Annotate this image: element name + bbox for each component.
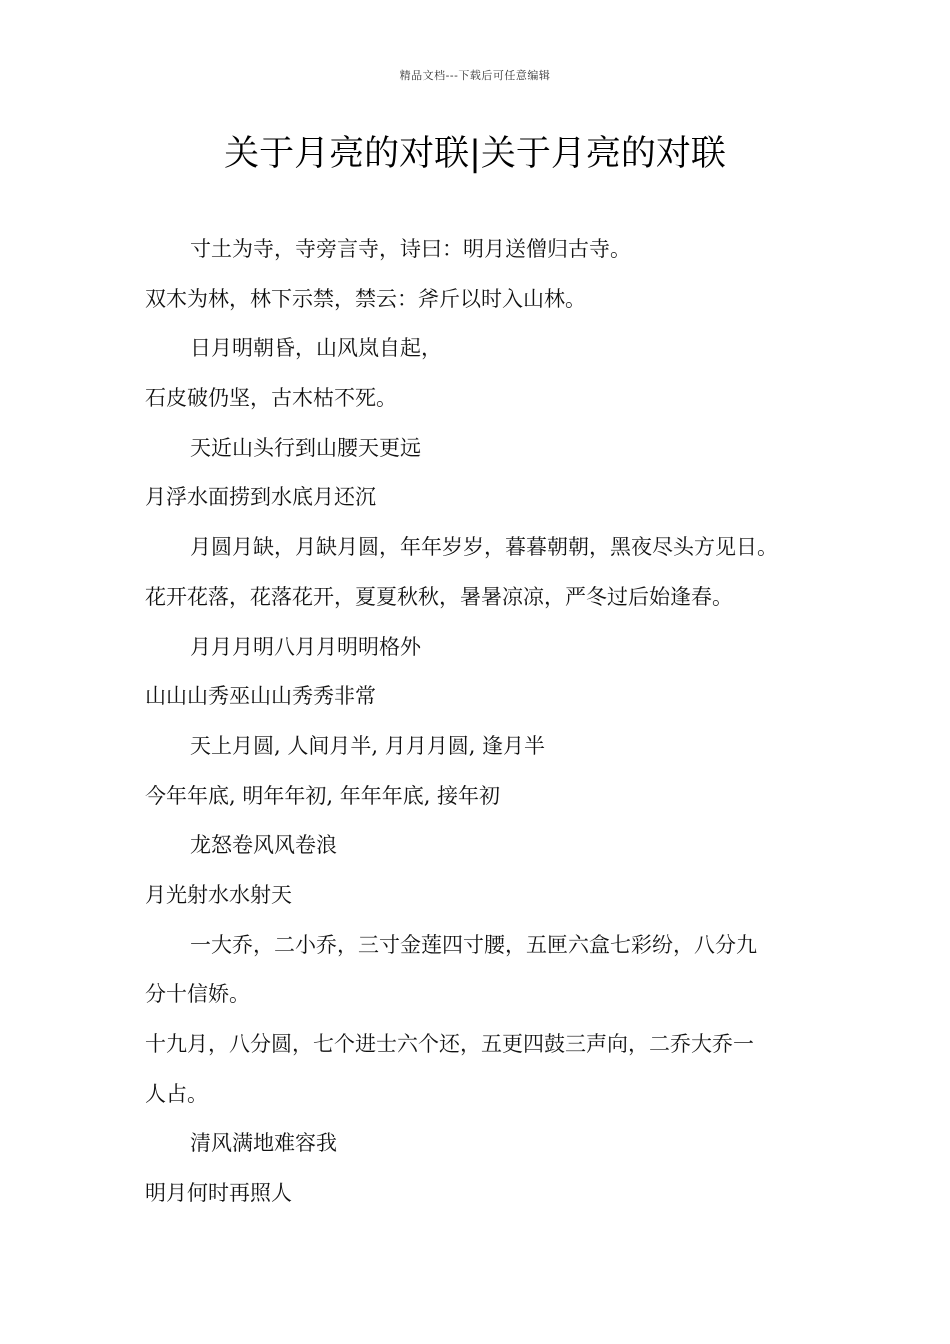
text-line: 今年年底, 明年年初, 年年年底, 接年初 [145,783,501,808]
text-line: 月月月明八月月明明格外 [190,634,421,659]
text-line: 寸土为寺，寺旁言寺，诗曰：明月送僧归古寺。 [190,237,631,261]
text-line: 十九月，八分圆，七个进士六个还，五更四鼓三声向，二乔大乔一 [145,1032,754,1056]
text-line: 天上月圆, 人间月半, 月月月圆, 逢月半 [190,733,546,758]
text-line: 日月明朝昏，山风岚自起， [190,336,442,361]
text-line: 石皮破仍坚，古木枯不死。 [145,386,397,411]
document-title: 关于月亮的对联|关于月亮的对联 [224,134,726,174]
text-line: 清风满地难容我 [190,1131,337,1156]
text-line: 花开花落，花落花开，夏夏秋秋，暑暑凉凉，严冬过后始逢春。 [145,584,733,609]
text-line: 人占。 [145,1081,208,1106]
text-line: 双木为林，林下示禁，禁云：斧斤以时入山林。 [145,286,586,311]
document-body [145,225,815,1219]
text-line: 月光射水水射天 [145,882,292,907]
text-line: 山山山秀巫山山秀秀非常 [145,684,376,709]
text-line: 龙怒卷风风卷浪 [190,833,337,858]
text-line: 月浮水面捞到水底月还沉 [145,485,376,510]
text-line: 分十信娇。 [145,982,250,1007]
text-line: 明月何时再照人 [145,1181,292,1206]
text-line: 天近山头行到山腰天更远 [190,435,421,460]
page-header-watermark: 精品文档---下载后可任意编辑 [399,69,551,82]
text-line: 月圆月缺，月缺月圆，年年岁岁，暮暮朝朝，黑夜尽头方见日。 [190,535,778,560]
text-line: 一大乔，二小乔，三寸金莲四寸腰，五匣六盒七彩纷，八分九 [190,932,757,957]
